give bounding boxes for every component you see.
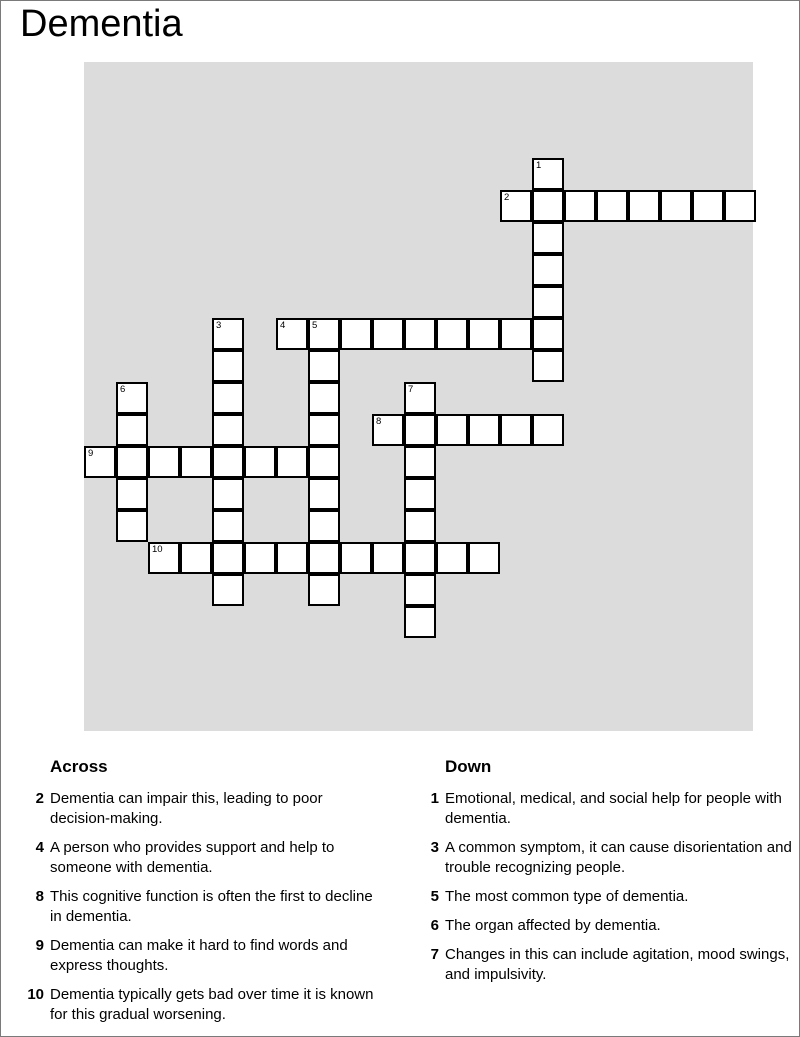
grid-cell[interactable] xyxy=(276,318,308,350)
across-clue xyxy=(20,985,380,1025)
grid-cell[interactable] xyxy=(404,446,436,478)
grid-cell[interactable] xyxy=(212,446,244,478)
cell-number: 9 xyxy=(88,448,94,459)
grid-cell[interactable] xyxy=(116,446,148,478)
grid-cell[interactable] xyxy=(500,414,532,446)
down-clues xyxy=(415,757,795,994)
grid-cell[interactable] xyxy=(148,446,180,478)
grid-cell[interactable] xyxy=(244,446,276,478)
grid-cell[interactable] xyxy=(308,478,340,510)
grid-cell[interactable] xyxy=(116,382,148,414)
down-clue xyxy=(415,945,795,985)
grid-cell[interactable] xyxy=(308,350,340,382)
cell-number: 2 xyxy=(504,192,510,203)
grid-cell[interactable] xyxy=(212,414,244,446)
clue-number: 9 xyxy=(35,937,44,954)
crossword-grid xyxy=(84,62,753,731)
cell-number: 3 xyxy=(216,320,222,331)
grid-cell[interactable] xyxy=(116,478,148,510)
grid-cell[interactable] xyxy=(500,318,532,350)
grid-cell[interactable] xyxy=(340,318,372,350)
clue-text: The most common type of dementia. xyxy=(445,888,689,905)
grid-cell[interactable] xyxy=(244,542,276,574)
grid-cell[interactable] xyxy=(116,510,148,542)
grid-cell[interactable] xyxy=(308,382,340,414)
grid-cell[interactable] xyxy=(308,510,340,542)
clue-number: 7 xyxy=(430,946,439,963)
cell-number: 1 xyxy=(536,160,542,171)
grid-cell[interactable] xyxy=(308,414,340,446)
grid-cell[interactable] xyxy=(532,350,564,382)
across-clue xyxy=(20,887,380,927)
grid-cell[interactable] xyxy=(532,158,564,190)
cell-number: 5 xyxy=(312,320,318,331)
grid-cell[interactable] xyxy=(532,318,564,350)
grid-cell[interactable] xyxy=(628,190,660,222)
grid-cell[interactable] xyxy=(276,542,308,574)
grid-cell[interactable] xyxy=(212,574,244,606)
down-clue xyxy=(415,916,795,936)
grid-cell[interactable] xyxy=(436,542,468,574)
grid-cell[interactable] xyxy=(180,542,212,574)
grid-cell[interactable] xyxy=(532,414,564,446)
grid-cell[interactable] xyxy=(500,190,532,222)
grid-cell[interactable] xyxy=(564,190,596,222)
grid-cell[interactable] xyxy=(212,318,244,350)
across-clue xyxy=(20,838,380,878)
grid-cell[interactable] xyxy=(436,318,468,350)
grid-cell[interactable] xyxy=(212,350,244,382)
grid-cell[interactable] xyxy=(404,542,436,574)
clue-number: 2 xyxy=(35,790,44,807)
cell-number: 7 xyxy=(408,384,414,395)
grid-cell[interactable] xyxy=(308,446,340,478)
grid-cell[interactable] xyxy=(372,542,404,574)
grid-cell[interactable] xyxy=(404,414,436,446)
grid-cell[interactable] xyxy=(468,318,500,350)
down-clue xyxy=(415,838,795,878)
clue-number: 4 xyxy=(35,839,44,856)
grid-cell[interactable] xyxy=(468,542,500,574)
clue-text: A common symptom, it can cause disorientation and trouble recognizing people. xyxy=(445,839,792,876)
grid-cell[interactable] xyxy=(596,190,628,222)
clue-text: Dementia can impair this, leading to poor decision-making. xyxy=(50,790,323,827)
grid-cell[interactable] xyxy=(308,318,340,350)
grid-cell[interactable] xyxy=(404,574,436,606)
clue-text: Emotional, medical, and social help for people with dementia. xyxy=(445,790,782,827)
grid-cell[interactable] xyxy=(404,318,436,350)
grid-cell[interactable] xyxy=(404,382,436,414)
down-clue xyxy=(415,789,795,829)
clue-number: 10 xyxy=(27,986,44,1003)
grid-cell[interactable] xyxy=(532,190,564,222)
clue-text: Dementia can make it hard to find words and express thoughts. xyxy=(50,937,348,974)
grid-cell[interactable] xyxy=(180,446,212,478)
cell-number: 10 xyxy=(152,544,163,555)
grid-cell[interactable] xyxy=(468,414,500,446)
clue-number: 1 xyxy=(430,790,439,807)
across-clues xyxy=(20,757,380,1034)
across-clue xyxy=(20,936,380,976)
grid-cell[interactable] xyxy=(532,286,564,318)
clue-number: 6 xyxy=(430,917,439,934)
clue-text: This cognitive function is often the first to decline in dementia. xyxy=(50,888,373,925)
grid-cell[interactable] xyxy=(692,190,724,222)
across-heading: Across xyxy=(50,757,108,776)
down-clue xyxy=(415,887,795,907)
grid-cell[interactable] xyxy=(372,318,404,350)
grid-cell[interactable] xyxy=(404,510,436,542)
down-heading: Down xyxy=(445,757,492,776)
grid-cell[interactable] xyxy=(212,542,244,574)
cell-number: 6 xyxy=(120,384,126,395)
grid-cell[interactable] xyxy=(276,446,308,478)
grid-cell[interactable] xyxy=(212,510,244,542)
grid-cell[interactable] xyxy=(308,574,340,606)
grid-cell[interactable] xyxy=(724,190,756,222)
clue-text: The organ affected by dementia. xyxy=(445,917,661,934)
grid-cell[interactable] xyxy=(532,222,564,254)
clue-number: 8 xyxy=(35,888,44,905)
grid-cell[interactable] xyxy=(404,478,436,510)
grid-cell[interactable] xyxy=(308,542,340,574)
grid-cell[interactable] xyxy=(532,254,564,286)
cell-number: 4 xyxy=(280,320,286,331)
grid-cell[interactable] xyxy=(404,606,436,638)
clue-number: 3 xyxy=(430,839,439,856)
clue-text: Changes in this can include agitation, mood swings, and impulsivity. xyxy=(445,946,790,983)
clue-number: 5 xyxy=(430,888,439,905)
grid-cell[interactable] xyxy=(436,414,468,446)
grid-cell[interactable] xyxy=(148,542,180,574)
cell-number: 8 xyxy=(376,416,382,427)
grid-cell[interactable] xyxy=(84,446,116,478)
across-clue xyxy=(20,789,380,829)
grid-cell[interactable] xyxy=(340,542,372,574)
grid-cell[interactable] xyxy=(660,190,692,222)
clue-text: A person who provides support and help to someone with dementia. xyxy=(50,839,335,876)
grid-cell[interactable] xyxy=(116,414,148,446)
grid-cell[interactable] xyxy=(212,478,244,510)
page-title: Dementia xyxy=(20,3,183,45)
clue-text: Dementia typically gets bad over time it is known for this gradual worsening. xyxy=(50,986,374,1023)
grid-cell[interactable] xyxy=(372,414,404,446)
grid-cell[interactable] xyxy=(212,382,244,414)
